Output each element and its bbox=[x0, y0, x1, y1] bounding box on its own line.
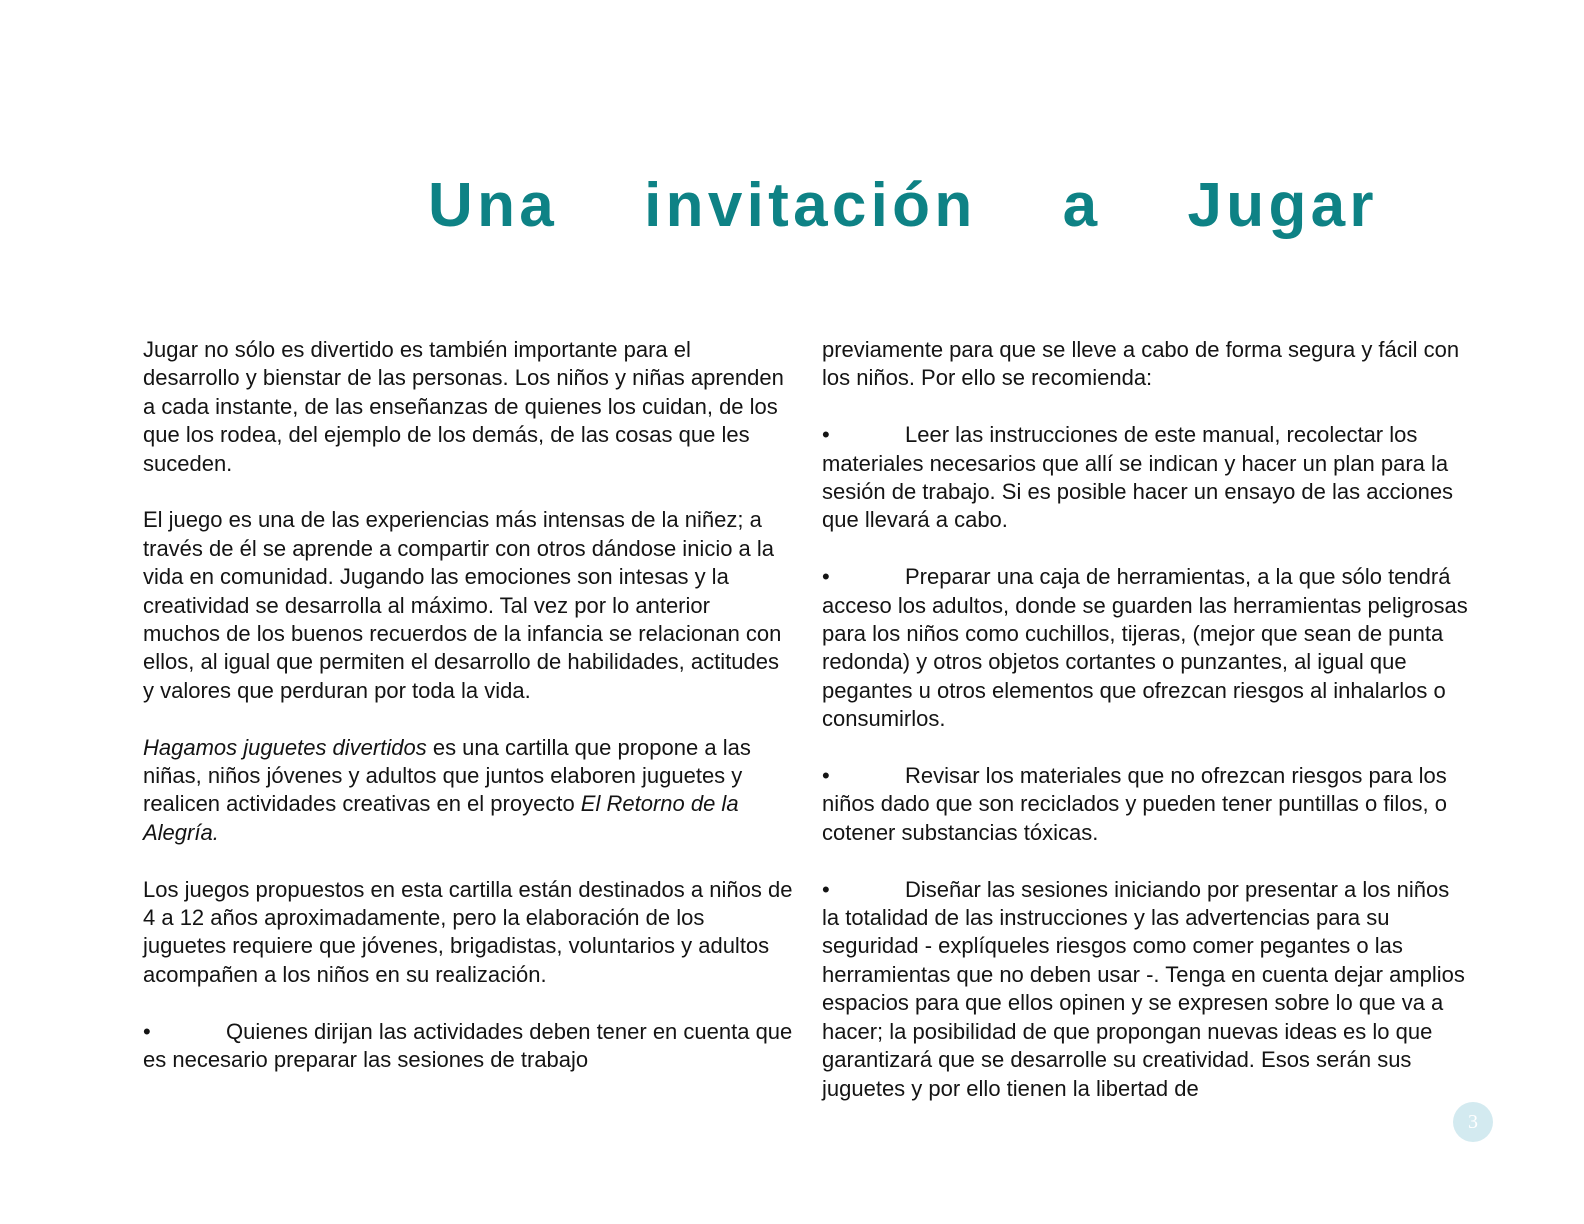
page-title: Una invitación a Jugar bbox=[428, 171, 1378, 240]
bullet-item bbox=[822, 563, 1472, 733]
bullet-text: Preparar una caja de herramientas, a la que sólo tendrá acceso los adultos, donde se guarden las herramientas peligrosas para los niños como cuchillos, tijeras, (mejor que sean de punta redonda) y otros objetos cortantes o punzantes, al igual que pegantes u otros elementos que ofrezcan riesgos al inhalarlos o consumirlos. bbox=[822, 564, 1468, 732]
bullet-text: Diseñar las sesiones iniciando por presentar a los niños la totalidad de las instrucciones y las advertencias para su seguridad - explíqueles riesgos como comer pegantes o las herramientas que no deben usar -. Tenga en cuenta dejar amplios espacios para que ellos opinen y se expresen sobre lo que va a hacer; la posibilidad de que propongan nuevas ideas es lo que garantizará que se desarrolle su creatividad. Esos serán sus juguetes y por ello tienen la libertad de bbox=[822, 876, 1465, 1101]
bullet-icon: • bbox=[822, 763, 830, 789]
paragraph: El juego es una de las experiencias más intensas de la niñez; a través de él se aprende a compartir con otros dándose inicio a la vida en comunidad. Jugando las emociones son intesas y la creatividad se desarrolla al máximo. Tal vez por lo anterior muchos de los buenos recuerdos de la infancia se relacionan con ellos, al igual que permiten el desarrollo de habilidades, actitudes y valores que perduran por toda la vida. bbox=[143, 507, 782, 703]
bullet-icon: • bbox=[822, 564, 830, 590]
project-name: El Retorno de la Alegría. bbox=[143, 791, 739, 845]
bullet-item bbox=[822, 762, 1472, 847]
paragraph: Los juegos propuestos en esta cartilla están destinados a niños de 4 a 12 años aproximadamente, pero la elaboración de los juguetes requiere que jóvenes, brigadistas, voluntarios y adultos acompañen a los niños en su realización. bbox=[143, 876, 793, 987]
bullet-item bbox=[822, 876, 1472, 1103]
bullet-text: Leer las instrucciones de este manual, recolectar los materiales necesarios que allí se indican y hacer un plan para la sesión de trabajo. Si es posible hacer un ensayo de las acciones que llevará a cabo. bbox=[822, 422, 1454, 533]
page-number-badge: 3 bbox=[1453, 1102, 1493, 1142]
bullet-item bbox=[822, 421, 1472, 535]
right-column bbox=[822, 336, 1472, 1103]
left-column bbox=[143, 336, 793, 1075]
bullet-item bbox=[143, 1018, 793, 1075]
paragraph: Jugar no sólo es divertido es también importante para el desarrollo y bienstar de las personas. Los niños y niñas aprenden a cada instante, de las enseñanzas de quienes los cuidan, de los que los rodea, del ejemplo de los demás, de las cosas que les suceden. bbox=[143, 337, 784, 476]
bullet-text: Revisar los materiales que no ofrezcan riesgos para los niños dado que son reciclados y pueden tener puntillas o filos, o cotener substancias tóxicas. bbox=[822, 763, 1447, 845]
paragraph bbox=[143, 734, 793, 848]
bullet-icon: • bbox=[143, 1018, 151, 1044]
cartilla-title: Hagamos juguetes divertidos bbox=[143, 734, 427, 760]
bullet-icon: • bbox=[822, 422, 830, 448]
bullet-text: Quienes dirijan las actividades deben tener en cuenta que es necesario preparar las sesiones de trabajo bbox=[143, 1018, 793, 1073]
paragraph-text: es una cartilla que propone a las niñas, niños jóvenes y adultos que juntos elaboren juguetes y realicen actividades creativas en el proyecto bbox=[143, 734, 751, 817]
bullet-icon: • bbox=[822, 876, 830, 902]
paragraph: previamente para que se lleve a cabo de forma segura y fácil con los niños. Por ello se recomienda: bbox=[822, 337, 1460, 391]
